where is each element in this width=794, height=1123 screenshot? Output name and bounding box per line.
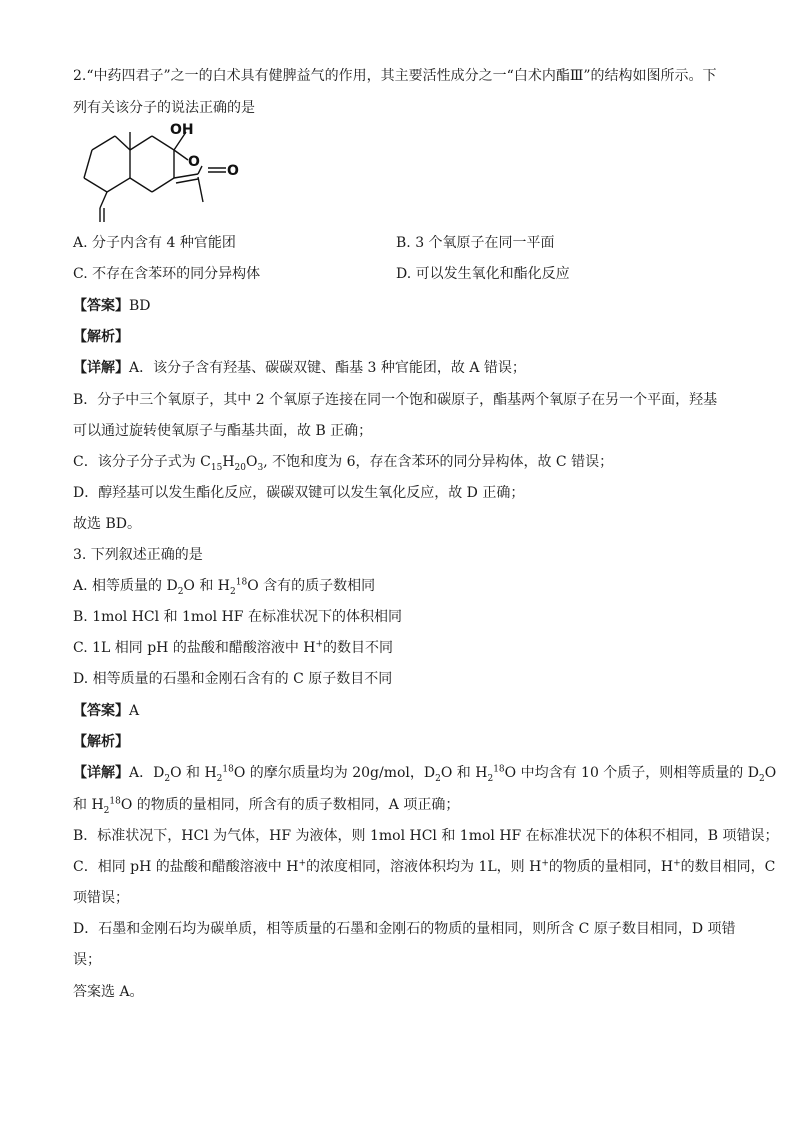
q3-option-d: D. 相等质量的石墨和金刚石含有的 C 原子数目不同 (73, 671, 393, 687)
q2-detail-a: 【详解】A．该分子含有羟基、碳碳双键、酯基 3 种官能团，故 A 错误； (73, 360, 526, 376)
q2-detail-c: C．该分子分子式为 $C_{15}H_{20}O_3$, 不饱和度为 6，存在含苯环的同分异构体，故 C 错误； (73, 454, 614, 473)
q2-stem-line2: 列有关该分子的说法正确的是 (73, 100, 255, 116)
q2-answer: 【答案】BD (73, 298, 151, 314)
q3-answer: 【答案】A (73, 703, 140, 719)
q3-detail-a1: 【详解】A．$D_2O$ 和 $H_2^{18}O$ 的摩尔质量均为 20g/mol，$D_2O$ 和 $H_2^{18}O$ 中均含有 10 个质子，则相等质量的 $D_2O$ (73, 764, 777, 784)
molecule-structure (70, 122, 250, 230)
ring-oxygen-label: O (188, 154, 200, 170)
carbonyl-oxygen-label: O (227, 163, 239, 179)
q2-option-a: A. 分子内含有 4 种官能团 (73, 235, 236, 251)
q3-analysis-tag: 【解析】 (73, 734, 129, 750)
q3-detail-b: B．标准状况下，HCl 为气体，HF 为液体，则 1mol HCl 和 1mol HF 在标准状况下的体积不相同，B 项错误； (73, 828, 779, 844)
q2-detail-b1: B．分子中三个氧原子，其中 2 个氧原子连接在同一个饱和碳原子，酯基两个氧原子在另一个平面，羟基 (73, 392, 718, 408)
q3-option-c: C. 1L 相同 pH 的盐酸和醋酸溶液中 H+的数目不同 (73, 639, 394, 656)
q3-detail-d2: 误； (73, 952, 101, 968)
q3-detail-a2: 和 $H_2^{18}O$ 的物质的量相同，所含有的质子数相同，A 项正确； (73, 796, 460, 816)
q3-stem: 3. 下列叙述正确的是 (73, 547, 203, 563)
q2-option-b: B. 3 个氧原子在同一平面 (396, 235, 555, 251)
q2-detail-d: D．醇羟基可以发生酯化反应，碳碳双键可以发生氧化反应，故 D 正确； (73, 485, 525, 501)
q2-option-d: D. 可以发生氧化和酯化反应 (396, 266, 570, 282)
q3-conclusion: 答案选 A。 (73, 984, 144, 1000)
q2-detail-b2: 可以通过旋转使氧原子与酯基共面，故 B 正确； (73, 423, 373, 439)
q3-option-b: B. 1mol HCl 和 1mol HF 在标准状况下的体积相同 (73, 609, 402, 625)
q3-option-a: A. 相等质量的 $D_2O$ 和 $H_2^{18}O$ 含有的质子数相同 (73, 577, 376, 597)
oh-label: OH (170, 122, 194, 138)
q2-option-c: C. 不存在含苯环的同分异构体 (73, 266, 261, 282)
q3-detail-c2: 项错误； (73, 890, 129, 906)
q3-detail-c1: C．相同 pH 的盐酸和醋酸溶液中 H+的浓度相同，溶液体积均为 1L，则 H+的物质的量相同，H+的数目相同，C (73, 858, 776, 875)
q2-stem-line1: 2.“中药四君子”之一的白术具有健脾益气的作用，其主要活性成分之一“白术内酯Ⅲ”的结构如图所示。下 (73, 68, 717, 84)
q3-detail-d1: D．石墨和金刚石均为碳单质，相等质量的石墨和金刚石的物质的量相同，则所含 C 原子数目相同，D 项错 (73, 921, 736, 937)
q2-analysis-tag: 【解析】 (73, 329, 129, 345)
q2-conclusion: 故选 BD。 (73, 516, 141, 532)
